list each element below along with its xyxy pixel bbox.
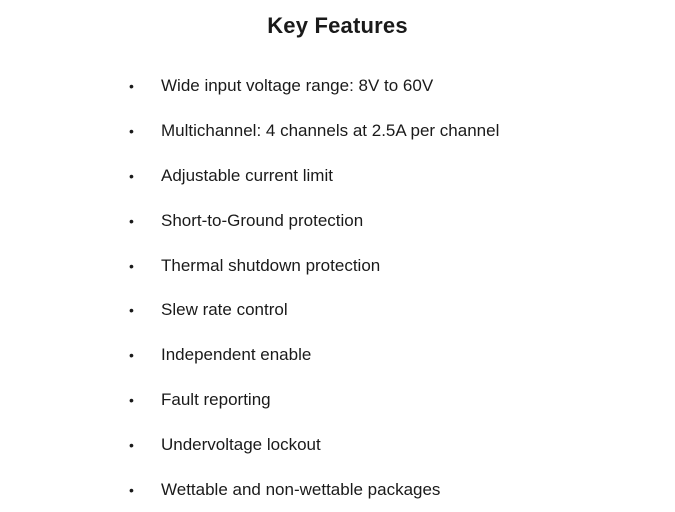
slide-title: Key Features bbox=[267, 13, 408, 38]
list-item bbox=[129, 333, 499, 378]
list-item bbox=[129, 288, 499, 333]
list-item bbox=[129, 198, 499, 243]
bullet-icon: • bbox=[129, 481, 134, 498]
list-item bbox=[129, 154, 499, 199]
feature-list bbox=[129, 64, 499, 512]
bullet-icon: • bbox=[129, 257, 134, 274]
bullet-icon: • bbox=[129, 123, 134, 140]
list-item bbox=[129, 378, 499, 423]
list-item-text: Wettable and non-wettable packages bbox=[161, 479, 441, 499]
list-item-text: Thermal shutdown protection bbox=[161, 255, 381, 275]
list-item-text: Fault reporting bbox=[161, 389, 271, 409]
list-item-text: Short-to-Ground protection bbox=[161, 210, 364, 230]
bullet-icon: • bbox=[129, 347, 134, 364]
bullet-icon: • bbox=[129, 436, 134, 453]
list-item-text: Adjustable current limit bbox=[161, 165, 333, 185]
list-item-text: Wide input voltage range: 8V to 60V bbox=[161, 76, 434, 96]
bullet-icon: • bbox=[129, 167, 134, 184]
list-item-text: Slew rate control bbox=[161, 300, 288, 320]
bullet-icon: • bbox=[129, 391, 134, 408]
list-item-text: Independent enable bbox=[161, 345, 312, 365]
list-item-text: Multichannel: 4 channels at 2.5A per channel bbox=[161, 121, 500, 141]
list-item bbox=[129, 467, 499, 512]
list-item bbox=[129, 64, 499, 109]
list-item-text: Undervoltage lockout bbox=[161, 434, 321, 454]
list-item bbox=[129, 109, 499, 154]
bullet-icon: • bbox=[129, 302, 134, 319]
list-item bbox=[129, 243, 499, 288]
list-item bbox=[129, 422, 499, 467]
bullet-icon: • bbox=[129, 78, 134, 95]
bullet-icon: • bbox=[129, 212, 134, 229]
